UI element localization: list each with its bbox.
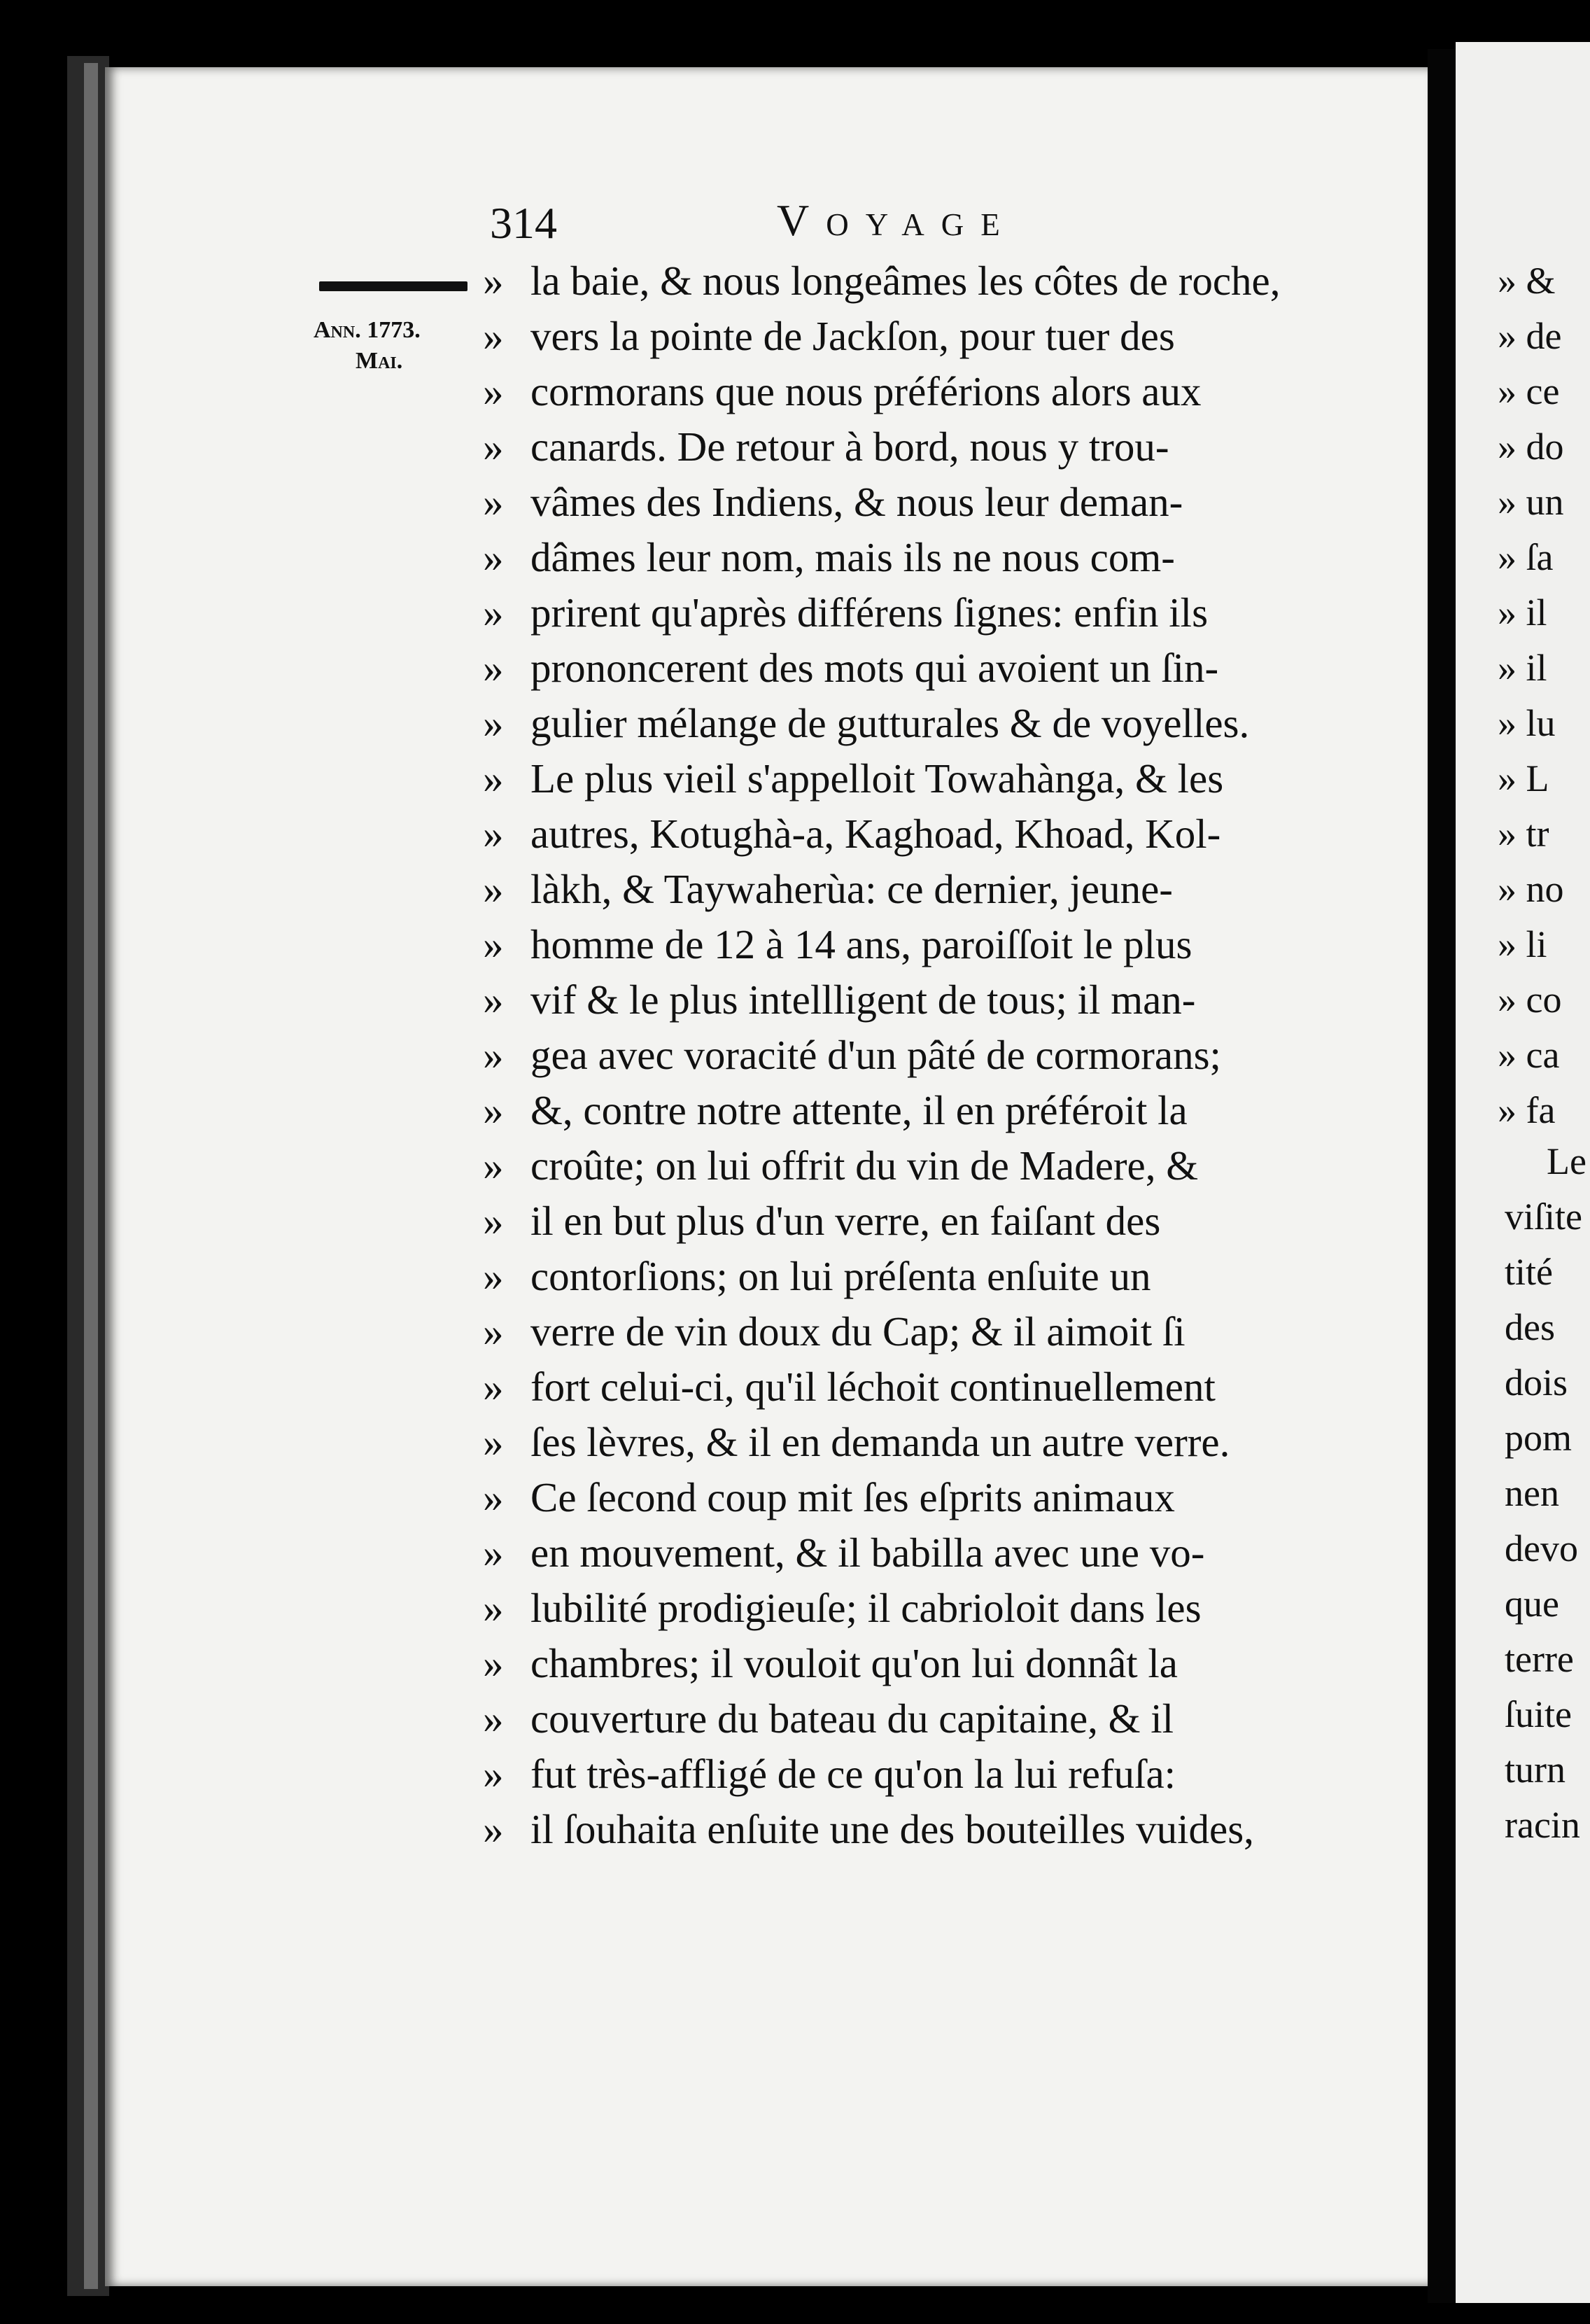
text-line xyxy=(483,917,1351,972)
line-text: fort celui-ci, qu'il léchoit continuellement xyxy=(530,1364,1216,1410)
facing-paragraph-line: tité xyxy=(1505,1251,1553,1293)
margin-note-month: Mai. xyxy=(356,348,403,374)
text-line xyxy=(483,1581,1351,1636)
book-gutter xyxy=(1428,49,1456,2303)
text-line xyxy=(483,1415,1351,1470)
quote-mark: » xyxy=(483,1640,504,1686)
line-text: ſes lèvres, & il en demanda un autre verre. xyxy=(530,1419,1230,1465)
facing-line: » ſa xyxy=(1498,536,1554,578)
text-line xyxy=(483,1083,1351,1138)
facing-line: » L xyxy=(1498,757,1549,799)
line-text: gulier mélange de gutturales & de voyelles. xyxy=(530,700,1250,746)
facing-line: » & xyxy=(1498,260,1556,302)
text-line xyxy=(483,696,1351,751)
body-text xyxy=(483,253,1351,1857)
quote-mark: » xyxy=(483,258,504,304)
line-text: croûte; on lui offrit du vin de Madere, & xyxy=(530,1142,1199,1189)
text-line xyxy=(483,309,1351,364)
facing-line: » lu xyxy=(1498,702,1556,744)
quote-mark: » xyxy=(483,1695,504,1742)
line-text: vif & le plus intellligent de tous; il man- xyxy=(530,976,1196,1023)
facing-line: » co xyxy=(1498,979,1562,1021)
text-line xyxy=(483,1802,1351,1857)
text-line xyxy=(483,364,1351,419)
line-text: la baie, & nous longeâmes les côtes de roche, xyxy=(530,258,1281,304)
facing-line: » no xyxy=(1498,868,1564,910)
facing-page-lines xyxy=(1498,253,1564,1138)
quote-mark: » xyxy=(483,811,504,857)
text-line xyxy=(483,1138,1351,1194)
line-text: chambres; il vouloit qu'on lui donnât la xyxy=(530,1640,1178,1686)
facing-paragraph-line: dois xyxy=(1505,1362,1568,1404)
line-text: gea avec voracité d'un pâté de cormorans; xyxy=(530,1032,1221,1078)
text-line xyxy=(483,1028,1351,1083)
quote-mark: » xyxy=(483,700,504,746)
quote-mark: » xyxy=(483,1253,504,1299)
quote-mark: » xyxy=(483,1032,504,1078)
text-line xyxy=(483,862,1351,917)
line-text: couverture du bateau du capitaine, & il xyxy=(530,1695,1174,1742)
text-line xyxy=(483,1249,1351,1304)
facing-line: » il xyxy=(1498,647,1547,689)
quote-mark: » xyxy=(483,1806,504,1852)
text-line xyxy=(483,1304,1351,1359)
text-line xyxy=(483,751,1351,806)
line-text: prononcerent des mots qui avoient un ſin- xyxy=(530,645,1219,691)
facing-paragraph-line: que xyxy=(1505,1583,1559,1625)
facing-paragraph-line: racin xyxy=(1505,1804,1580,1846)
text-line xyxy=(483,253,1351,309)
quote-mark: » xyxy=(483,1474,504,1520)
facing-paragraph-line: terre xyxy=(1505,1638,1574,1680)
quote-mark: » xyxy=(483,1530,504,1576)
facing-line: » il xyxy=(1498,592,1547,634)
line-text: homme de 12 à 14 ans, paroiſſoit le plus xyxy=(530,921,1192,967)
line-text: verre de vin doux du Cap; & il aimoit ſi xyxy=(530,1308,1186,1354)
line-text: Ce ſecond coup mit ſes eſprits animaux xyxy=(530,1474,1175,1520)
margin-rule xyxy=(319,281,467,291)
line-text: lubilité prodigieuſe; il cabrioloit dans les xyxy=(530,1585,1202,1631)
text-line xyxy=(483,585,1351,640)
facing-paragraph-line: viſite xyxy=(1505,1196,1582,1238)
quote-mark: » xyxy=(483,479,504,525)
quote-mark: » xyxy=(483,1198,504,1244)
facing-line: » li xyxy=(1498,923,1547,965)
text-line xyxy=(483,1359,1351,1415)
text-line xyxy=(483,640,1351,696)
quote-mark: » xyxy=(483,1087,504,1133)
line-text: cormorans que nous préférions alors aux xyxy=(530,368,1202,414)
quote-mark: » xyxy=(483,1585,504,1631)
quote-mark: » xyxy=(483,424,504,470)
page-number: 314 xyxy=(490,198,557,248)
line-text: &, contre notre attente, il en préféroit la xyxy=(530,1087,1188,1133)
line-text: prirent qu'après différens ſignes: enfin ils xyxy=(530,589,1209,636)
quote-mark: » xyxy=(483,645,504,691)
text-line xyxy=(483,1470,1351,1525)
line-text: autres, Kotughà-a, Kaghoad, Khoad, Kol- xyxy=(530,811,1221,857)
line-text: dâmes leur nom, mais ils ne nous com- xyxy=(530,534,1175,580)
facing-paragraph-line: nen xyxy=(1505,1472,1559,1514)
line-text: làkh, & Taywaherùa: ce dernier, jeune- xyxy=(530,866,1173,912)
line-text: Le plus vieil s'appelloit Towahànga, & les xyxy=(530,755,1224,802)
text-line xyxy=(483,530,1351,585)
quote-mark: » xyxy=(483,368,504,414)
facing-line: » ca xyxy=(1498,1034,1560,1076)
facing-line: » un xyxy=(1498,481,1564,523)
text-line xyxy=(483,972,1351,1028)
text-line xyxy=(483,1746,1351,1802)
quote-mark: » xyxy=(483,976,504,1023)
facing-line: » fa xyxy=(1498,1089,1556,1131)
quote-mark: » xyxy=(483,1419,504,1465)
text-line xyxy=(483,1691,1351,1746)
line-text: vers la pointe de Jackſon, pour tuer des xyxy=(530,313,1175,359)
quote-mark: » xyxy=(483,313,504,359)
facing-line: » tr xyxy=(1498,813,1549,855)
facing-line: » ce xyxy=(1498,370,1560,412)
quote-mark: » xyxy=(483,534,504,580)
quote-mark: » xyxy=(483,1308,504,1354)
facing-paragraph-line: devo xyxy=(1505,1527,1578,1569)
quote-mark: » xyxy=(483,755,504,802)
line-text: contorſions; on lui préſenta enſuite un xyxy=(530,1253,1151,1299)
quote-mark: » xyxy=(483,589,504,636)
quote-mark: » xyxy=(483,1364,504,1410)
facing-paragraph-line: ſuite xyxy=(1505,1693,1572,1735)
facing-paragraph-line: Le xyxy=(1547,1140,1587,1182)
running-head: Voyage xyxy=(777,195,1017,245)
quote-mark: » xyxy=(483,866,504,912)
quote-mark: » xyxy=(483,1142,504,1189)
line-text: fut très-affligé de ce qu'on la lui refuſa: xyxy=(530,1751,1176,1797)
facing-paragraph-line: turn xyxy=(1505,1749,1566,1791)
quote-mark: » xyxy=(483,1751,504,1797)
facing-page-paragraph xyxy=(1505,1134,1587,1853)
margin-note xyxy=(314,315,421,377)
line-text: il en but plus d'un verre, en faiſant des xyxy=(530,1198,1161,1244)
line-text: canards. De retour à bord, nous y trou- xyxy=(530,424,1169,470)
text-line xyxy=(483,1194,1351,1249)
text-line xyxy=(483,475,1351,530)
line-text: vâmes des Indiens, & nous leur deman- xyxy=(530,479,1183,525)
margin-note-year: Ann. 1773. xyxy=(314,317,421,343)
text-line xyxy=(483,419,1351,475)
text-line xyxy=(483,1636,1351,1691)
facing-paragraph-line: des xyxy=(1505,1306,1555,1348)
text-line xyxy=(483,806,1351,862)
facing-line: » do xyxy=(1498,426,1564,468)
line-text: il ſouhaita enſuite une des bouteilles vuides, xyxy=(530,1806,1254,1852)
facing-paragraph-line: pom xyxy=(1505,1417,1573,1459)
quote-mark: » xyxy=(483,921,504,967)
facing-line: » de xyxy=(1498,315,1562,357)
text-line xyxy=(483,1525,1351,1581)
line-text: en mouvement, & il babilla avec une vo- xyxy=(530,1530,1205,1576)
